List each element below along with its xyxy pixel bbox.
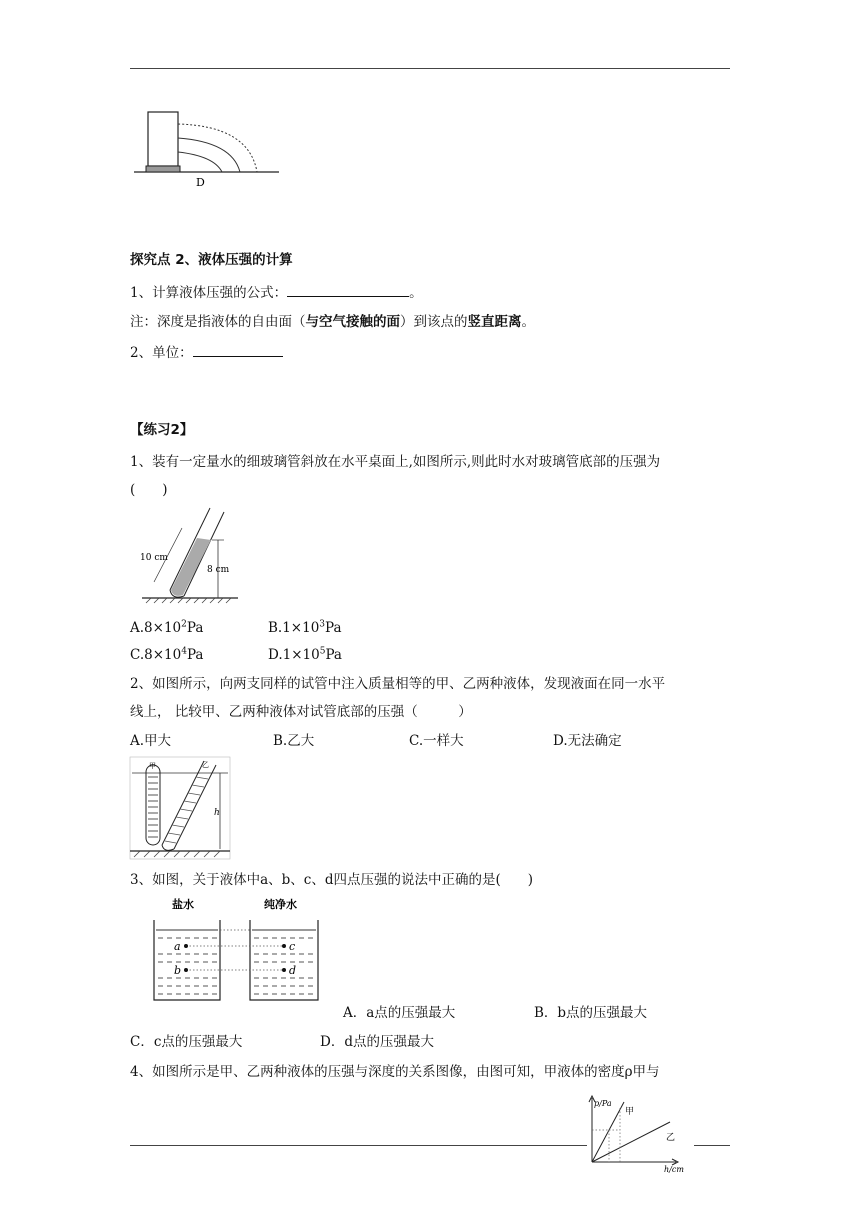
q2-option-b[interactable]: B.乙大 xyxy=(273,733,315,749)
note-text-3: 。 xyxy=(521,314,535,330)
formula-suffix: 。 xyxy=(409,285,423,301)
unit-label: 2、单位： xyxy=(130,345,193,361)
q2-testtube-figure xyxy=(130,757,230,859)
q2-jia-label: 甲 xyxy=(149,762,156,770)
q4-xlabel: h/cm xyxy=(664,1165,684,1174)
q3-left-title: 盐水 xyxy=(172,898,194,911)
q1-c-exp: 4 xyxy=(181,646,187,657)
q4-ylabel: p/Pa xyxy=(594,1099,612,1108)
q1-a-unit: Pa xyxy=(186,620,204,636)
q3-option-b[interactable]: B．b点的压强最大 xyxy=(534,1005,648,1021)
unit-blank[interactable] xyxy=(193,342,283,357)
q1-option-c[interactable] xyxy=(130,645,203,665)
q1-text: 1、装有一定量水的细玻璃管斜放在水平桌面上,如图所示,则此时水对玻璃管底部的压强为 xyxy=(130,454,661,470)
q2-option-a[interactable]: A.甲大 xyxy=(130,733,172,749)
fig-d-label: D xyxy=(196,176,205,189)
q1-d-mant: D.1×10 xyxy=(268,647,320,663)
q3-option-a[interactable]: A．a点的压强最大 xyxy=(343,1005,456,1021)
depth-note xyxy=(130,312,535,332)
q1-b-exp: 3 xyxy=(319,619,326,630)
q4-text: 4、如图所示是甲、乙两种液体的压强与深度的关系图像，由图可知，甲液体的密度ρ甲与 xyxy=(130,1064,660,1080)
q1-a-mant: A.8×10 xyxy=(130,620,182,636)
footer-rule-right xyxy=(694,1145,730,1146)
q3-point-c: c xyxy=(289,940,296,953)
note-bold-2: 竖直距离 xyxy=(467,314,522,330)
q1-b-mant: B.1×10 xyxy=(268,620,320,636)
q1-d-exp: 5 xyxy=(319,646,326,657)
q3-containers-figure xyxy=(150,896,330,1006)
q1-option-d[interactable] xyxy=(268,645,342,665)
q1-c-mant: C.8×10 xyxy=(130,647,182,663)
q2-option-d[interactable]: D.无法确定 xyxy=(553,733,622,749)
q1-option-b[interactable] xyxy=(268,618,342,638)
q3-text: 3、如图，关于液体中a、b、c、d四点压强的说法中正确的是( ) xyxy=(130,872,534,888)
q2-h-label: h xyxy=(214,808,220,818)
q4-pressure-graph xyxy=(584,1096,694,1208)
note-bold-1: 与空气接触的面 xyxy=(305,314,400,330)
q3-point-a: a xyxy=(174,940,181,953)
q1-len-label: 10 cm xyxy=(140,553,168,563)
formula-label: 1、计算液体压强的公式： xyxy=(130,285,288,301)
q3-point-d: d xyxy=(289,964,297,977)
q3-point-b: b xyxy=(174,964,182,977)
q1-c-unit: Pa xyxy=(186,647,204,663)
formula-blank[interactable] xyxy=(287,282,409,297)
jet-figure xyxy=(134,110,294,190)
q1-paren: ( ) xyxy=(130,482,168,498)
footer-rule-left xyxy=(130,1145,587,1146)
q4-jia-label: 甲 xyxy=(625,1107,635,1117)
q3-option-d[interactable]: D．d点的压强最大 xyxy=(320,1034,434,1050)
q1-tube-figure xyxy=(142,506,252,606)
q2-text-line2: 线上， 比较甲、乙两种液体对试管底部的压强（ ） xyxy=(130,704,472,720)
q1-a-exp: 2 xyxy=(181,619,187,630)
practice-title: 【练习2】 xyxy=(130,422,194,438)
q4-yi-label: 乙 xyxy=(666,1133,676,1143)
q1-option-a[interactable] xyxy=(130,618,203,638)
note-text-1: 注：深度是指液体的自由面（ xyxy=(130,314,306,330)
section-title: 探究点 2、液体压强的计算 xyxy=(130,252,293,268)
q2-yi-label: 乙 xyxy=(202,761,209,769)
q2-option-c[interactable]: C.一样大 xyxy=(409,733,464,749)
q3-right-title: 纯净水 xyxy=(264,898,297,911)
formula-item xyxy=(130,282,423,303)
header-rule xyxy=(130,68,730,69)
q1-height-label: 8 cm xyxy=(207,565,230,575)
q1-b-unit: Pa xyxy=(325,620,342,636)
note-text-2: ）到该点的 xyxy=(400,314,468,330)
q3-option-c[interactable]: C．c点的压强最大 xyxy=(130,1034,243,1050)
q1-d-unit: Pa xyxy=(325,647,342,663)
q2-text-line1: 2、如图所示，向两支同样的试管中注入质量相等的甲、乙两种液体，发现液面在同一水平 xyxy=(130,676,666,692)
unit-item xyxy=(130,342,283,363)
